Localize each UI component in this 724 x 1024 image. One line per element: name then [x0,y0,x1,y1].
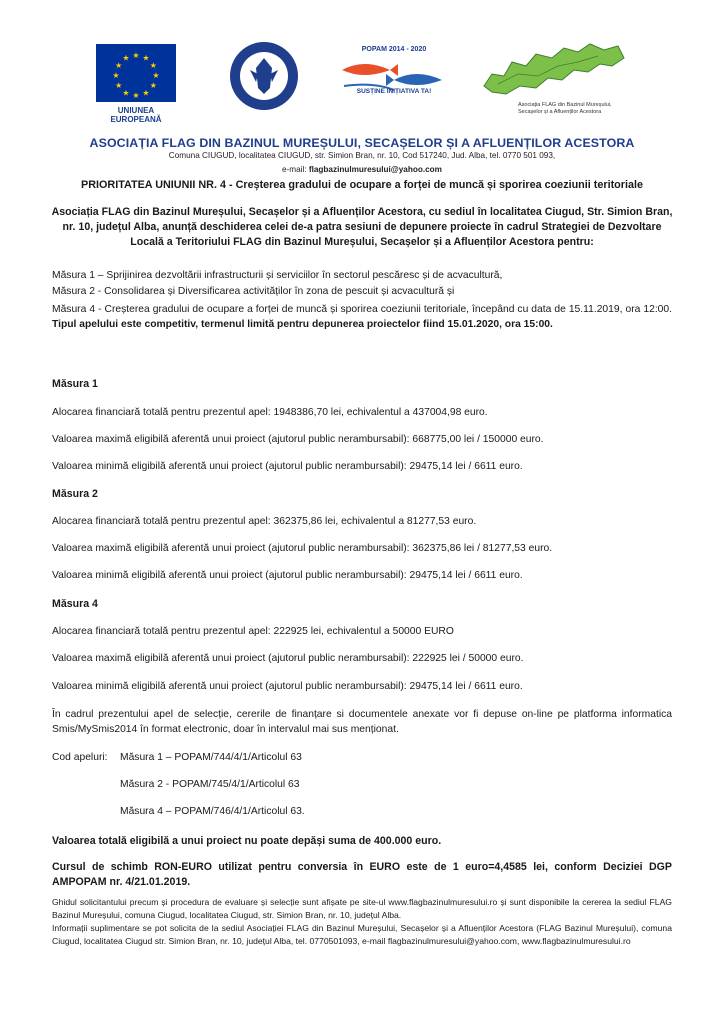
svg-text:★: ★ [122,88,130,98]
svg-text:★: ★ [132,91,140,100]
measure-2-max-value: Valoarea maximă eligibilă aferentă unui proiect (ajutorul public nerambursabil): 362375,86 lei / 81277,53 euro. [52,543,553,554]
svg-text:★: ★ [149,61,157,70]
organization-address: Comuna CIUGUD, localitatea CIUGUD, str. Simion Bran, nr. 10, Cod 517240, Jud. Alba, tel. 0770 501 093, [168,151,556,160]
guide-availability-note: Ghidul solicitantului precum și procedura de evaluare și selecție sunt afișate pe site-ul www.flagbazinulmuresului.ro și sunt disponibile la cererea la sediul FLAG Bazinul Mureșului, comuna Ciugud, localitatea Ciugud, str. Simion Bran, nr. 10, județul Alba. [52,897,672,920]
svg-text:★: ★ [149,81,157,90]
call-code-measure-1: Măsura 1 – POPAM/744/4/1/Articolul 63 [120,752,302,763]
measure-4-min-value: Valoarea minimă eligibilă aferentă unui proiect (ajutorul public nerambursabil): 29475,14 lei / 6611 euro. [52,681,523,692]
popam-logo [334,46,454,126]
measure-1-description: Măsura 1 – Sprijinirea dezvoltării infrastructurii și serviciilor în sectorul pescăresc și de acvacultură, [52,270,503,281]
flag-caption: Asociația FLAG din Bazinul Mureșului, Secașelor și a Afluenților Acestora [518,102,612,115]
measure-1-heading: Măsura 1 [52,378,98,390]
measure-4-description [52,302,672,332]
measure-2-allocation: Alocarea financiară totală pentru prezentul apel: 362375,86 lei, echivalentul a 81277,53 euro. [52,516,477,527]
svg-text:★: ★ [115,61,123,70]
call-code-measure-4: Măsura 4 – POPAM/746/4/1/Articolul 63. [120,806,305,817]
eu-flag-logo [96,44,176,102]
measure-4-text: Măsura 4 - Creșterea gradului de ocupare a forței de muncă și sporirea coeziunii teritoriale, începând cu data de 15.11.2019, ora 12:00. [52,304,672,315]
svg-text:★: ★ [142,53,150,63]
svg-text:★: ★ [152,71,160,80]
call-codes-label: Cod apeluri: [52,752,108,763]
svg-text:★: ★ [115,81,123,90]
government-seal-logo [228,40,300,112]
measure-4-allocation: Alocarea financiară totală pentru prezentul apel: 222925 lei, echivalentul a 50000 EURO [52,626,454,637]
organization-title: ASOCIAȚIA FLAG DIN BAZINUL MUREȘULUI, SECAȘELOR ȘI A AFLUENȚILOR ACESTORA [89,136,635,150]
popam-title: POPAM 2014 - 2020 [361,46,427,53]
svg-text:★: ★ [142,88,150,98]
logo-bar [96,40,636,130]
announcement-paragraph: Asociația FLAG din Bazinul Mureșului, Secașelor și a Afluenților Acestora, cu sediul în localitatea Ciugud, Str. Simion Bran, nr. 10, județul Alba, anunță deschiderea celei de-a patra sesiuni de depunere proiecte în cadrul Strategiei de Dezvoltare Locală a Teritoriului FLAG din Bazinul Mureșului, Secașelor și a Afluenților Acestora pentru: [51,206,673,248]
measure-4-heading: Măsura 4 [52,598,98,610]
svg-text:★: ★ [112,71,120,80]
measure-1-min-value: Valoarea minimă eligibilă aferentă unui proiect (ajutorul public nerambursabil): 29475,14 lei / 6611 euro. [52,461,523,472]
measure-2-description: Măsura 2 - Consolidarea și Diversificarea activităților în zona de pescuit și acvacultură și [52,286,455,297]
email-address: flagbazinulmuresului@yahoo.com [308,165,442,174]
measure-2-min-value: Valoarea minimă eligibilă aferentă unui proiect (ajutorul public nerambursabil): 29475,14 lei / 6611 euro. [52,570,523,581]
measure-1-max-value: Valoarea maximă eligibilă aferentă unui proiect (ajutorul public nerambursabil): 668775,00 lei / 150000 euro. [52,434,544,445]
flag-territory-map-logo [478,40,628,118]
contact-information-note: Informații suplimentare se pot solicita de la sediul Asociației FLAG din Bazinul Mureșului, Secașelor și a Afluenților Acestora (FLAG Bazinul Mureșului), comuna Ciugud, localitatea Ciugud str. Simion Bran, nr. 10, județul Alba, tel. 0770501093, e-mail flagbazinulmuresului@yahoo.com, www.flagbazinulmuresului.ro [52,923,672,946]
priority-heading: PRIORITATEA UNIUNII NR. 4 - Creșterea gradului de ocupare a forței de muncă și sporirea coeziunii teritoriale [81,179,643,191]
svg-text:★: ★ [122,53,130,63]
svg-text:★: ★ [132,51,140,60]
total-eligible-value: Valoarea totală eligibilă a unui proiect nu poate depăși suma de 400.000 euro. [52,835,442,847]
deadline-text: Tipul apelului este competitiv, termenul limită pentru depunerea proiectelor fiind 15.01.2020, ora 15:00. [52,319,553,330]
measure-1-allocation: Alocarea financiară totală pentru prezentul apel: 1948386,70 lei, echivalentul a 437004,98 euro. [52,407,488,418]
email-label: e-mail: [282,165,309,174]
call-code-measure-2: Măsura 2 - POPAM/745/4/1/Articolul 63 [120,779,300,790]
popam-slogan: SUSȚINE INIȚIATIVA TA! [356,88,432,95]
exchange-rate-note: Cursul de schimb RON-EURO utilizat pentru conversia în EURO este de 1 euro=4,4585 lei, conform Deciziei DGP AMPOPAM nr. 4/21.01.2019. [52,861,672,888]
organization-email-line [0,165,724,174]
eu-caption: UNIUNEA EUROPEANĂ [110,106,162,124]
measure-4-max-value: Valoarea maximă eligibilă aferentă unui proiect (ajutorul public nerambursabil): 222925 lei / 50000 euro. [52,653,524,664]
measure-2-heading: Măsura 2 [52,488,98,500]
submission-paragraph: În cadrul prezentului apel de selecție, cererile de finanțare si documentele anexate vor fi depuse on-line pe platforma informatica Smis/MySmis2014 în format electronic, doar în intervalul mai sus menționat. [52,709,672,735]
